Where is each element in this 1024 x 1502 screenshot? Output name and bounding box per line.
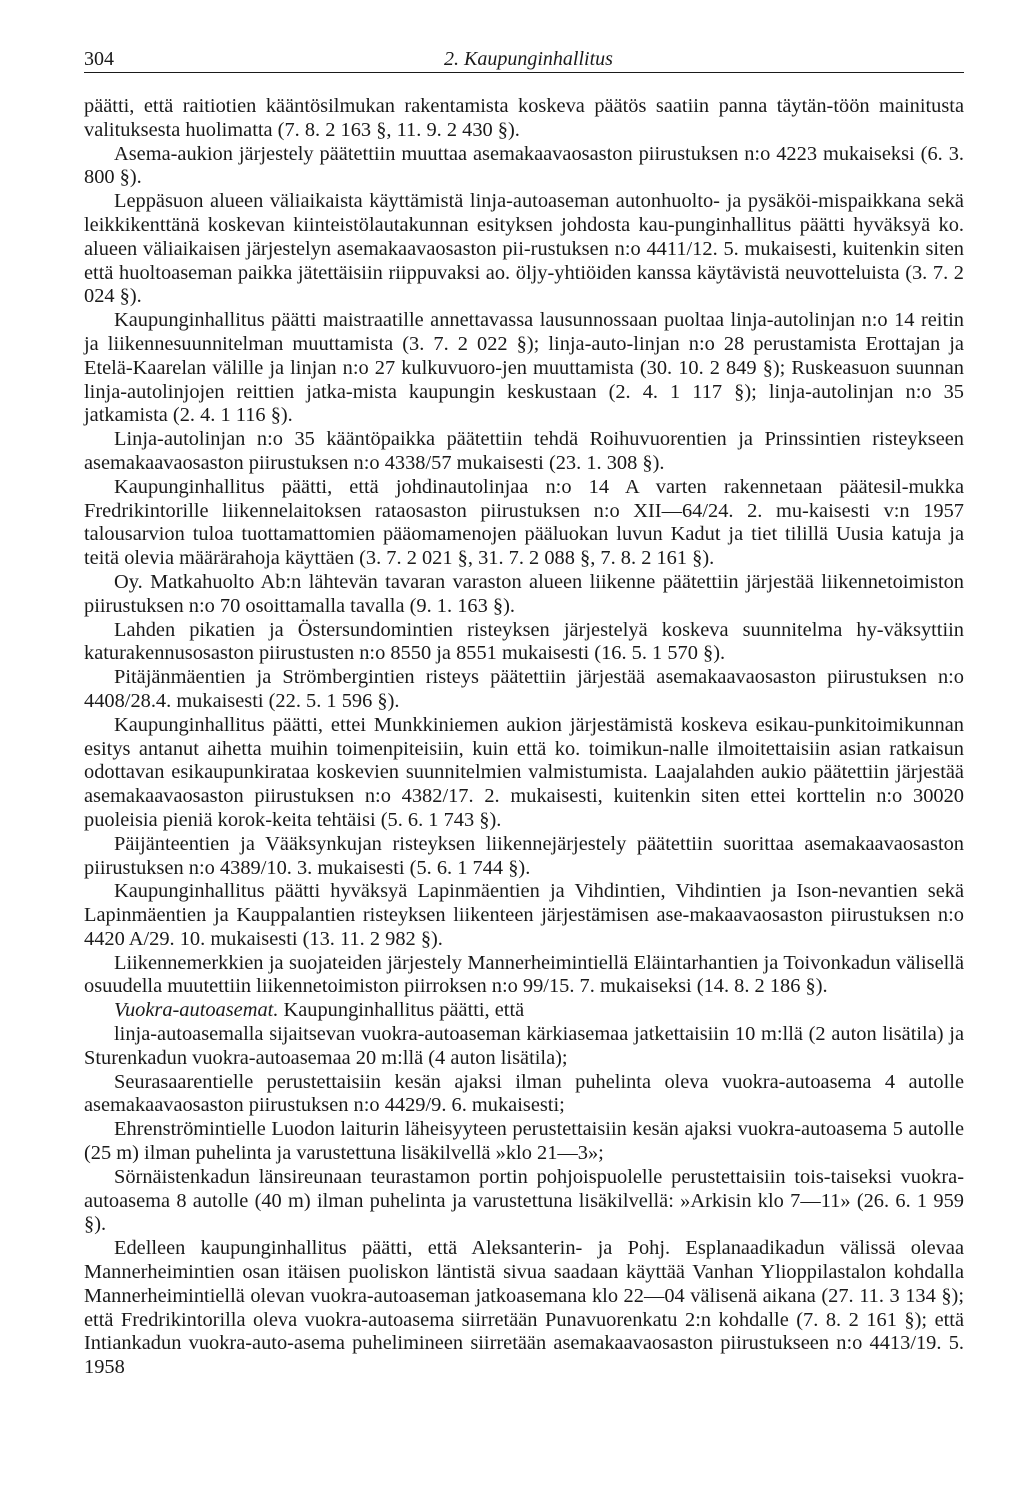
page-number: 304 — [84, 48, 114, 70]
list-item: Sörnäistenkadun länsireunaan teurastamon portin pohjoispuolelle perustettaisiin tois-taiseksi vuokra-autoasema 8 autolle (40 m) ilman puhelinta ja varustettuna lisäkilvellä: »Arkisin klo 7—11» (26. 6. 1 959 §). — [84, 1165, 964, 1236]
paragraph: Leppäsuon alueen väliaikaista käyttämistä linja-autoaseman autonhuolto- ja pysäköi-mispaikkana sekä leikkikenttänä koskevan kiinteistölautakunnan esityksen johdosta kau-punginhallitus päätti hyväksyä ko. alueen väliaikaisen järjestelyn asemakaavaosaston pii-rustuksen n:o 4411/12. 5. mukaisesti, kuitenkin siten että huoltoaseman paikka jätettäisiin riippuvaksi ao. öljy-yhtiöiden kanssa käytävistä neuvotteluista (3. 7. 2 024 §). — [84, 190, 964, 308]
paragraph: Liikennemerkkien ja suojateiden järjestely Mannerheimintiellä Eläintarhantien ja Toivonkadun välisellä osuudella muutettiin liikennetoimiston piirroksen n:o 99/15. 7. mukaiseksi (14. 8. 2 186 §). — [84, 951, 964, 998]
paragraph: Päijänteentien ja Vääksynkujan risteyksen liikennejärjestely päätettiin suorittaa asemakaavaosaston piirustuksen n:o 4389/10. 3. mukaisesti (5. 6. 1 744 §). — [84, 832, 964, 879]
list-item: linja-autoasemalla sijaitsevan vuokra-autoaseman kärkiasemaa jatkettaisiin 10 m:llä (2 auton lisätila) ja Sturenkadun vuokra-autoasemaa 20 m:llä (4 auton lisätila); — [84, 1023, 964, 1069]
paragraph: päätti, että raitiotien kääntösilmukan rakentamista koskeva päätös saatiin panna täytän-töön mainitusta valituksesta huolimatta (7. 8. 2 163 §, 11. 9. 2 430 §). — [84, 95, 964, 141]
running-head: 2. Kaupunginhallitus — [444, 48, 613, 70]
section-intro: Kaupunginhallitus päätti, että — [278, 999, 525, 1022]
paragraph: Pitäjänmäentien ja Strömbergintien risteys päätettiin järjestää asemakaavaosaston piirustuksen n:o 4408/28.4. mukaisesti (22. 5. 1 596 §). — [84, 666, 964, 712]
document-page — [84, 46, 964, 1380]
paragraph: Kaupunginhallitus päätti, että johdinautolinjaa n:o 14 A varten rakennetaan päätesil-mukka Fredrikintorille liikennelaitoksen rataosaston piirustuksen n:o XII—64/24. 2. mu-kaisesti v:n 1957 talousarvion tuloa tuottamattomien pääomamenojen pääluokan luvun Kadut ja tiet tilillä Uusia katuja ja teitä olevia määrärahoja käyttäen (3. 7. 2 021 §, 31. 7. 2 088 §, 7. 8. 2 161 §). — [84, 475, 964, 570]
document-body — [84, 95, 964, 1380]
section-heading: Vuokra-autoasemat. — [114, 999, 279, 1022]
paragraph: Kaupunginhallitus päätti maistraatille annettavassa lausunnossaan puoltaa linja-autolinjan n:o 14 reitin ja liikennesuunnitelman muuttamista (3. 7. 2 022 §); linja-auto-linjan n:o 28 perustamista Erottajan ja Etelä-Kaarelan välille ja linjan n:o 27 kulkuvuoro-jen muuttamista (30. 10. 2 849 §); Ruskeasuon suunnan linja-autolinjojen reittien jatka-mista kaupungin keskustaan (2. 4. 1 117 §); linja-autolinjan n:o 35 jatkamista (2. 4. 1 116 §). — [84, 309, 964, 427]
paragraph: Kaupunginhallitus päätti hyväksyä Lapinmäentien ja Vihdintien, Vihdintien ja Ison-nevantien sekä Lapinmäentien ja Kauppalantien risteyksen liikenteen järjestämisen ase-makaavaosaston piirustuksen n:o 4420 A/29. 10. mukaisesti (13. 11. 2 982 §). — [84, 880, 964, 950]
paragraph: Asema-aukion järjestely päätettiin muuttaa asemakaavaosaston piirustuksen n:o 4223 mukaiseksi (6. 3. 800 §). — [84, 142, 964, 189]
page-header — [84, 46, 964, 73]
paragraph: Kaupunginhallitus päätti, ettei Munkkiniemen aukion järjestämistä koskeva esikau-punkitoimikunnan esitys antanut aihetta muihin toimenpiteisiin, kuin että ko. toimikun-nalle ilmoitettaisiin asian ratkaisun odottavan esikaupunkirataa koskevien suunnitelmien valmistumista. Laajalahden aukio päätettiin järjestää asemakaavaosaston piirustuksen n:o 4382/17. 2. mukaisesti, kuitenkin siten ettei korttelin n:o 30020 puoleisia pieniä korok-keita tehtäisi (5. 6. 1 743 §). — [84, 713, 964, 831]
paragraph: Lahden pikatien ja Östersundomintien risteyksen järjestelyä koskeva suunnitelma hy-väksyttiin katurakennusosaston piirustusten n:o 8550 ja 8551 mukaisesti (16. 5. 1 570 §). — [84, 618, 964, 665]
paragraph: Linja-autolinjan n:o 35 kääntöpaikka päätettiin tehdä Roihuvuorentien ja Prinssintien risteykseen asemakaavaosaston piirustuksen n:o 4338/57 mukaisesti (23. 1. 308 §). — [84, 428, 964, 474]
paragraph: Oy. Matkahuolto Ab:n lähtevän tavaran varaston alueen liikenne päätettiin järjestää liikennetoimiston piirustuksen n:o 70 osoittamalla tavalla (9. 1. 163 §). — [84, 570, 964, 617]
section-paragraph — [84, 999, 964, 1023]
paragraph: Edelleen kaupunginhallitus päätti, että Aleksanterin- ja Pohj. Esplanaadikadun välissä olevaa Mannerheimintien osan itäisen puoliskon läntistä sivua saadaan käyttää Vanhan Ylioppilastalon kohdalla Mannerheimintiellä olevan vuokra-autoaseman jatkoasemana klo 22—04 välisenä aikana (27. 11. 3 134 §); että Fredrikintorilla oleva vuokra-autoasema siirretään Punavuorenkatu 2:n kohdalle (7. 8. 2 161 §); että Intiankadun vuokra-auto-asema puhelimineen siirretään asemakaavaosaston piirustukseen n:o 4413/19. 5. 1958 — [84, 1237, 964, 1379]
list-item: Seurasaarentielle perustettaisiin kesän ajaksi ilman puhelinta oleva vuokra-autoasema 4 autolle asemakaavaosaston piirustuksen n:o 4429/9. 6. mukaisesti; — [84, 1070, 964, 1117]
list-item: Ehrenströmintielle Luodon laiturin läheisyyteen perustettaisiin kesän ajaksi vuokra-autoasema 5 autolle (25 m) ilman puhelinta ja varustettuna lisäkilvellä »klo 21—3»; — [84, 1118, 964, 1165]
